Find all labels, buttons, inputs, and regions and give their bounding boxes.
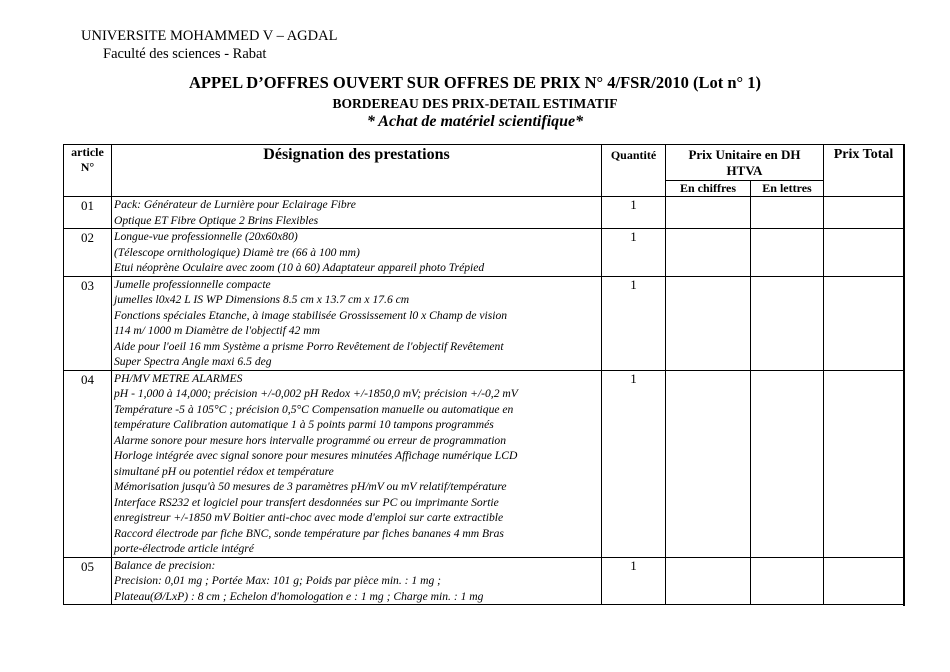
table-row [64,197,904,229]
description-line: PH/MV METRE ALARMES [114,371,243,385]
description-line: Aide pour l'oeil 16 mm Système a prisme Porro Revêtement de l'objectif Revêtement [114,339,504,353]
article-number: 04 [64,370,112,557]
article-description [112,557,602,605]
unit-price-figures-cell[interactable] [666,229,751,277]
header-total-price: Prix Total [824,145,904,197]
description-line: Super Spectra Angle maxi 6.5 deg [114,355,272,368]
total-price-cell[interactable] [824,557,904,605]
description-line: Precision: 0,01 mg ; Portée Max: 101 g; Poids par pièce min. : 1 mg ; [114,574,442,587]
header-in-figures: En chiffres [666,181,751,197]
article-number: 02 [64,229,112,277]
description-line: Fonctions spéciales Etanche, à image stabilisée Grossissement l0 x Champ de vision [114,308,508,322]
description-line: enregistreur +/-1850 mV Boitier anti-choc avec mode d'emploi sur carte extractible [114,511,504,524]
article-number: 05 [64,557,112,605]
unit-price-letters-cell[interactable] [751,197,824,229]
table-right-edge [903,144,905,606]
unit-price-letters-cell[interactable] [751,557,824,605]
table-row [64,276,904,370]
university-name: UNIVERSITE MOHAMMED V – AGDAL [81,28,338,44]
unit-price-letters-cell[interactable] [751,229,824,277]
article-description [112,276,602,370]
description-line: température Calibration automatique 1 à 5 points parmi 10 tampons programmés [114,418,494,431]
total-price-cell[interactable] [824,229,904,277]
faculty-name: Faculté des sciences - Rabat [103,46,267,62]
unit-price-figures-cell[interactable] [666,197,751,229]
description-line: Optique ET Fibre Optique 2 Brins Flexibles [114,213,319,227]
tender-title: APPEL D’OFFRES OUVERT SUR OFFRES DE PRIX N° 4/FSR/2010 (Lot n° 1) [189,73,761,92]
description-line: Longue-vue professionnelle (20x60x80) [114,230,298,243]
description-line: pH - 1,000 à 14,000; précision +/-0,002 pH Redox +/-1850,0 mV; précision +/-0,2 mV [114,387,518,400]
unit-price-figures-cell[interactable] [666,370,751,557]
article-description [112,229,602,277]
table-header-row [64,145,904,181]
header-article [64,145,112,197]
article-quantity: 1 [602,557,666,605]
description-line: Jumelle professionnelle compacte [114,277,271,291]
description-line: Plateau(Ø/LxP) : 8 cm ; Echelon d'homologation e : 1 mg ; Charge min. : 1 mg [114,589,484,603]
header-unit-price [666,145,824,181]
description-line: Mémorisation jusqu'à 50 mesures de 3 paramètres pH/mV ou mV relatif/température [114,480,507,493]
document-subtitle: BORDEREAU DES PRIX-DETAIL ESTIMATIF [332,96,618,111]
description-line: Raccord électrode par fiche BNC, sonde température par fiches bananes 4 mm Bras [114,526,504,540]
description-line: Alarme sonore pour mesure hors intervalle programmé ou erreur de programmation [114,433,507,447]
table-row [64,370,904,557]
description-line: Interface RS232 et logiciel pour transfert desdonnées sur PC ou imprimante Sortie [114,495,499,509]
description-line: simultané pH ou potentiel rédox et température [114,464,334,478]
header-article-number: N° [80,160,95,174]
price-schedule-table [63,144,904,605]
description-line: Etui néoprène Oculaire avec zoom (10 à 60) Adaptateur appareil photo Trépied [114,261,485,274]
header-article-label: article [71,145,104,159]
article-quantity: 1 [602,370,666,557]
article-number: 03 [64,276,112,370]
unit-price-figures-cell[interactable] [666,557,751,605]
total-price-cell[interactable] [824,370,904,557]
description-line: Balance de precision: [114,558,216,572]
unit-price-letters-cell[interactable] [751,370,824,557]
description-line: Température -5 à 105°C ; précision 0,5°C Compensation manuelle ou automatique en [114,402,514,416]
header-unit-price-label: Prix Unitaire en DH [688,147,801,162]
article-quantity: 1 [602,229,666,277]
total-price-cell[interactable] [824,276,904,370]
description-line: porte-électrode article intégré [114,542,254,555]
description-line: Horloge intégrée avec signal sonore pour mesures minutées Affichage numérique LCD [114,449,518,462]
unit-price-letters-cell[interactable] [751,276,824,370]
table-row [64,557,904,605]
article-quantity: 1 [602,197,666,229]
description-line: 114 m/ 1000 m Diamètre de l'objectif 42 mm [114,324,320,337]
article-description [112,197,602,229]
total-price-cell[interactable] [824,197,904,229]
header-unit-price-htva: HTVA [726,163,763,178]
header-quantity: Quantité [602,145,666,197]
article-number: 01 [64,197,112,229]
purchase-subject: * Achat de matériel scientifique* [366,113,584,130]
article-quantity: 1 [602,276,666,370]
table-row [64,229,904,277]
article-description [112,370,602,557]
description-line: (Télescope ornithologique) Diamè tre (66 à 100 mm) [114,245,360,259]
description-line: Pack: Générateur de Lurnière pour Eclairage Fibre [114,198,356,211]
description-line: jumelles l0x42 L IS WP Dimensions 8.5 cm x 13.7 cm x 17.6 cm [114,293,410,306]
unit-price-figures-cell[interactable] [666,276,751,370]
header-in-letters: En lettres [751,181,824,197]
header-designation: Désignation des prestations [112,145,602,197]
